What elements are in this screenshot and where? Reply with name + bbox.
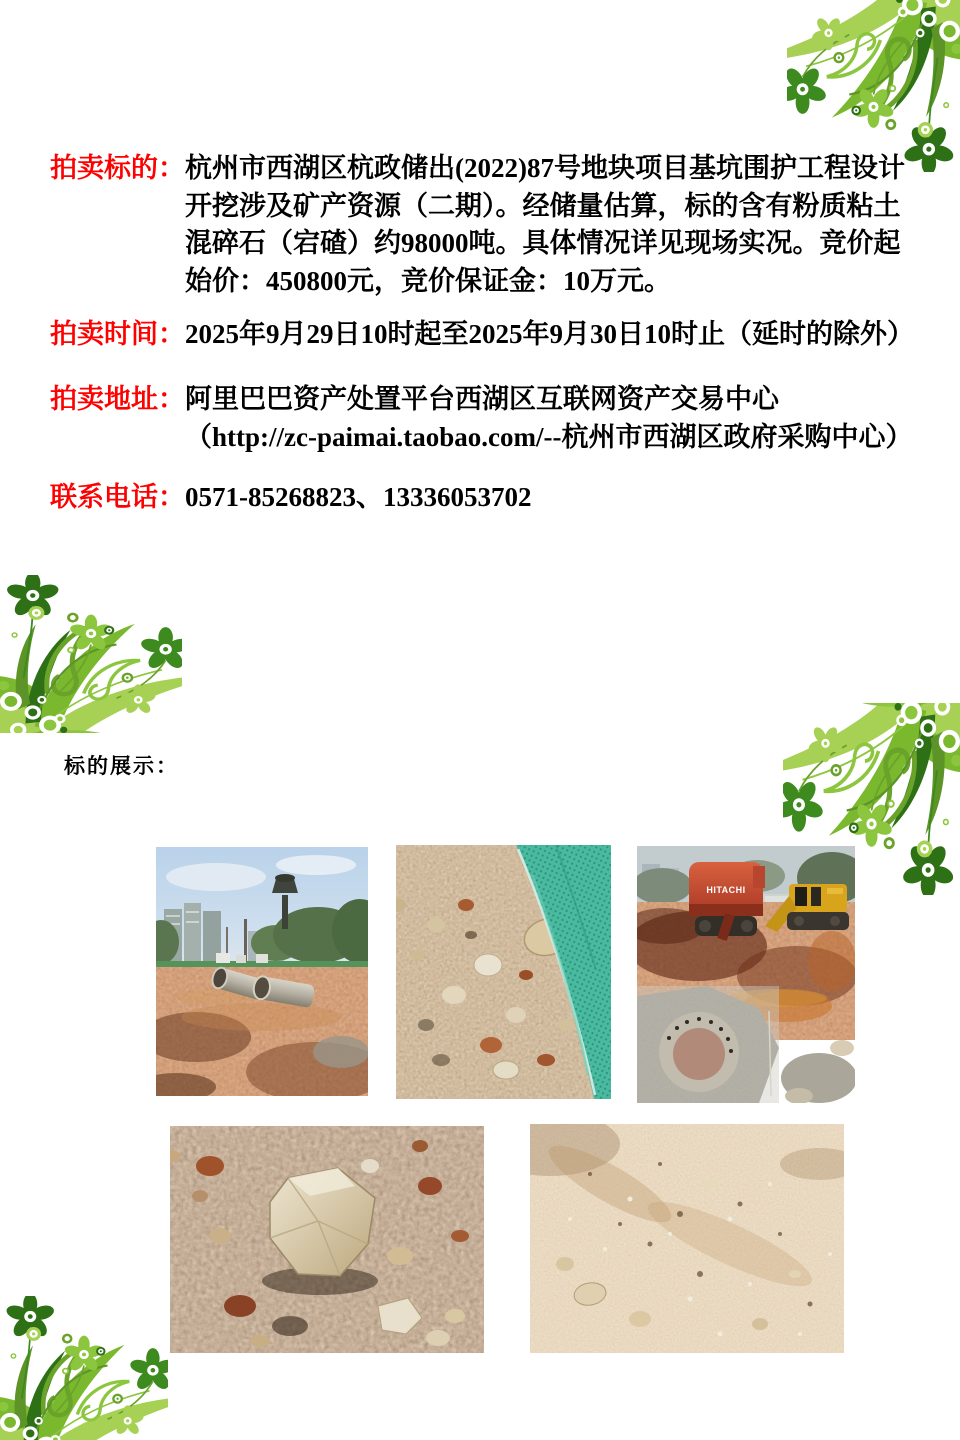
auction-item-label: 拍卖标的： xyxy=(50,153,185,183)
section-auction-item xyxy=(50,150,905,300)
floral-ornament-bottom-left xyxy=(0,1296,168,1440)
section-auction-address xyxy=(50,381,912,456)
hitachi-brand-label: HITACHI xyxy=(706,885,746,895)
excavator-red xyxy=(689,862,765,941)
contact-phone-line: 0571-85268823、13336053702 xyxy=(185,482,532,512)
auction-item-line: 开挖涉及矿产资源（二期）。经储量估算，标的含有粉质粘土 xyxy=(185,190,901,221)
auction-item-line: 杭州市西湖区杭政储出(2022)87号地块项目基坑围护工程设计 xyxy=(185,153,905,183)
floral-ornament-middle-left xyxy=(0,575,182,733)
auction-item-text xyxy=(185,150,905,300)
photo-excavators-pit xyxy=(637,846,855,1103)
display-heading: 标的展示： xyxy=(64,754,179,778)
auction-time-line: 2025年9月29日10时起至2025年9月30日10时止（延时的除外） xyxy=(185,319,914,349)
auction-item-line: 混碎石（宕碴）约98000吨。具体情况详见现场实况。竞价起 xyxy=(185,228,901,258)
auction-item-line: 始价：450800元，竞价保证金：10万元。 xyxy=(185,265,671,296)
contact-phone-label: 联系电话： xyxy=(50,482,185,512)
auction-time-label: 拍卖时间： xyxy=(50,319,185,349)
photo-gravel-large-rock xyxy=(170,1126,484,1353)
section-contact-phone xyxy=(50,479,532,517)
section-auction-time xyxy=(50,316,914,354)
auction-address-text xyxy=(185,381,912,456)
floral-ornament-top-right xyxy=(787,0,960,172)
auction-address-url-line: （http://zc-paimai.taobao.com/--杭州市西湖区政府采购中心） xyxy=(185,421,913,452)
contact-phone-text xyxy=(185,479,532,517)
auction-address-line: 阿里巴巴资产处置平台西湖区互联网资产交易中心 xyxy=(185,384,779,414)
auction-time-text xyxy=(185,316,914,354)
auction-address-label: 拍卖地址： xyxy=(50,384,185,414)
photo-site-overview xyxy=(156,847,368,1096)
photo-gravel-with-net xyxy=(396,845,611,1099)
photo-tan-soil xyxy=(530,1124,844,1353)
